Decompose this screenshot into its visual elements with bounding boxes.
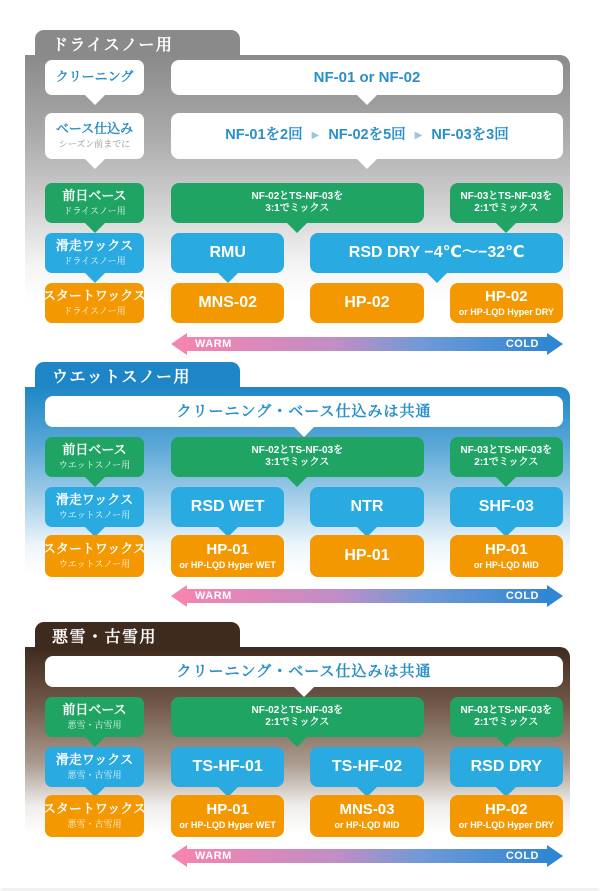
glide-sublabel: ウエットスノー用 [58, 510, 131, 521]
start-col1-box [171, 283, 284, 323]
row-daybefore-base [45, 437, 563, 477]
start-label: スタートワックス [42, 541, 147, 557]
start-col3-value: HP-02 [485, 288, 528, 306]
start-col3-box [450, 795, 563, 837]
start-col1-subvalue: or HP-LQD Hyper WET [179, 820, 276, 831]
warm-cold-gradient-bar [183, 589, 551, 603]
mix-main-line1: NF-02とTS-NF-03を [251, 445, 344, 456]
pointer-tail-icon [293, 426, 315, 437]
warm-label: WARM [195, 850, 232, 862]
glide-col3-value: SHF-03 [478, 498, 534, 516]
warm-label: WARM [195, 338, 232, 350]
pointer-tail-icon [495, 476, 517, 487]
glide-sublabel: 悪雪・古雪用 [67, 770, 122, 781]
start-col3-subvalue: or HP-LQD MID [473, 560, 539, 571]
temperature-axis [171, 333, 563, 355]
glide-col2-box [310, 487, 423, 527]
section-dry-title: ドライスノー用 [52, 36, 174, 54]
mix-right-line1: NF-03とTS-NF-03を [460, 705, 553, 716]
row-daybefore-base [45, 697, 563, 737]
mix-right-line1: NF-03とTS-NF-03を [460, 191, 553, 202]
row-start-wax [42, 795, 563, 837]
mix-main-box [171, 183, 424, 223]
glide-label-box [45, 233, 144, 273]
daybefore-label: 前日ベース [62, 702, 127, 718]
section-wet-body [25, 387, 570, 621]
pointer-tail-icon [495, 222, 517, 233]
start-col3-subvalue: or HP-LQD Hyper DRY [458, 307, 554, 318]
cold-arrowhead-icon [547, 333, 563, 355]
section-bad-tab [35, 622, 240, 648]
start-label: スタートワックス [42, 288, 147, 304]
mix-right-line2: 2:1でミックス [474, 457, 539, 468]
start-col1-box [171, 535, 284, 577]
base-prep-label-box [45, 113, 144, 159]
glide-sublabel: ドライスノー用 [63, 256, 126, 267]
start-col2-box [310, 795, 423, 837]
pointer-tail-icon [217, 272, 239, 283]
start-col1-box [171, 795, 284, 837]
start-label: スタートワックス [42, 801, 147, 817]
start-sublabel: ドライスノー用 [63, 306, 126, 317]
warm-cold-gradient-bar [183, 337, 551, 351]
daybefore-label-box [45, 183, 144, 223]
start-label-box [42, 795, 147, 837]
mix-main-line2: 3:1でミックス [265, 203, 330, 214]
pointer-tail-icon [286, 736, 308, 747]
glide-col1-box [171, 233, 284, 273]
daybefore-label: 前日ベース [62, 188, 127, 204]
cleaning-value: NF-01 or NF-02 [313, 68, 421, 86]
row-common-note [45, 656, 563, 687]
start-sublabel: ウエットスノー用 [58, 559, 131, 570]
warm-cold-gradient-bar [183, 849, 551, 863]
pointer-tail-icon [286, 476, 308, 487]
start-col3-subvalue: or HP-LQD Hyper DRY [458, 820, 554, 831]
start-col2-value: HP-02 [344, 294, 390, 312]
glide-col3-value: RSD DRY [470, 758, 543, 776]
warm-label: WARM [195, 590, 232, 602]
mix-main-box [171, 437, 424, 477]
daybefore-label-box [45, 437, 144, 477]
row-start-wax [42, 535, 563, 577]
start-col1-value: MNS-02 [198, 294, 257, 312]
start-col3-value: HP-02 [485, 801, 528, 819]
base-step-3: NF-03を3回 [431, 127, 509, 144]
start-sublabel: 悪雪・古雪用 [67, 819, 122, 830]
start-col1-value: HP-01 [206, 801, 249, 819]
start-col1-value: HP-01 [206, 541, 249, 559]
glide-col2-value: TS-HF-02 [331, 758, 403, 776]
glide-col23-value: RSD DRY −4℃〜−32℃ [348, 244, 525, 262]
start-col2-value: HP-01 [344, 547, 390, 565]
row-base-prep [45, 113, 563, 159]
daybefore-sublabel: ドライスノー用 [63, 206, 126, 217]
section-wet-title: ウエットスノー用 [52, 368, 192, 386]
temperature-axis [171, 585, 563, 607]
section-bad-title: 悪雪・古雪用 [52, 628, 158, 646]
mix-right-box [450, 437, 563, 477]
glide-col2-box [310, 747, 423, 787]
base-step-2: NF-02を5回 [328, 127, 406, 144]
cold-arrowhead-icon [547, 585, 563, 607]
glide-col1-value: TS-HF-01 [192, 758, 263, 776]
mix-right-box [450, 183, 563, 223]
base-prep-sublabel: シーズン前までに [58, 139, 131, 150]
start-col3-box [450, 535, 563, 577]
glide-label: 滑走ワックス [55, 238, 134, 254]
start-col3-value: HP-01 [485, 541, 528, 559]
base-prep-steps-box [171, 113, 563, 159]
cleaning-label-box [45, 60, 144, 95]
pointer-tail-icon [84, 476, 106, 487]
pointer-tail-icon [293, 686, 315, 697]
cold-label: COLD [505, 590, 539, 602]
daybefore-label-box [45, 697, 144, 737]
section-bad-body [25, 647, 570, 881]
mix-main-box [171, 697, 424, 737]
row-common-note [45, 396, 563, 427]
pointer-tail-icon [84, 272, 106, 283]
glide-col1-value: RSD WET [190, 498, 265, 516]
cold-label: COLD [505, 850, 539, 862]
pointer-tail-icon [84, 222, 106, 233]
start-col1-subvalue: or HP-LQD Hyper WET [179, 560, 276, 571]
glide-col1-box [171, 487, 284, 527]
cold-arrowhead-icon [547, 845, 563, 867]
mix-main-line1: NF-02とTS-NF-03を [251, 705, 344, 716]
common-note-box [45, 656, 563, 687]
glide-col3-box [450, 487, 563, 527]
daybefore-label: 前日ベース [62, 442, 127, 458]
start-col2-box [310, 283, 423, 323]
glide-col2-value: NTR [350, 498, 384, 516]
mix-main-line1: NF-02とTS-NF-03を [251, 191, 344, 202]
row-glide-wax [45, 233, 563, 273]
pointer-tail-icon [356, 158, 378, 169]
glide-label: 滑走ワックス [55, 492, 134, 508]
pointer-tail-icon [84, 94, 106, 105]
step-arrow-icon: ▶ [311, 129, 320, 141]
start-col3-box [450, 283, 563, 323]
cold-label: COLD [505, 338, 539, 350]
start-label-box [42, 535, 147, 577]
mix-right-line1: NF-03とTS-NF-03を [460, 445, 553, 456]
start-col2-subvalue: or HP-LQD MID [334, 820, 400, 831]
mix-main-line2: 3:1でミックス [265, 457, 330, 468]
common-note-text: クリーニング・ベース仕込みは共通 [176, 402, 432, 420]
glide-col1-value: RMU [209, 244, 246, 262]
glide-col23-box [310, 233, 563, 273]
cleaning-value-box [171, 60, 563, 95]
section-wet-tab [35, 362, 240, 388]
glide-col3-box [450, 747, 563, 787]
temperature-axis [171, 845, 563, 867]
step-arrow-icon: ▶ [414, 129, 423, 141]
row-daybefore-base [45, 183, 563, 223]
start-col2-value: MNS-03 [339, 801, 395, 819]
row-glide-wax [45, 487, 563, 527]
mix-main-line2: 2:1でミックス [265, 717, 330, 728]
cleaning-label: クリーニング [55, 69, 134, 85]
section-dry-tab [35, 30, 240, 56]
pointer-tail-icon [84, 158, 106, 169]
glide-label: 滑走ワックス [55, 752, 134, 768]
common-note-text: クリーニング・ベース仕込みは共通 [176, 662, 432, 680]
start-label-box [42, 283, 147, 323]
row-start-wax [42, 283, 563, 323]
pointer-tail-icon [286, 222, 308, 233]
daybefore-sublabel: 悪雪・古雪用 [67, 720, 122, 731]
section-dry-body [25, 55, 570, 363]
common-note-box [45, 396, 563, 427]
glide-col1-box [171, 747, 284, 787]
row-cleaning [45, 60, 563, 95]
base-prep-label: ベース仕込み [55, 121, 134, 137]
glide-label-box [45, 487, 144, 527]
pointer-tail-icon [84, 736, 106, 747]
pointer-tail-icon [356, 94, 378, 105]
daybefore-sublabel: ウエットスノー用 [58, 460, 131, 471]
base-step-1: NF-01を2回 [225, 127, 303, 144]
mix-right-box [450, 697, 563, 737]
glide-label-box [45, 747, 144, 787]
mix-right-line2: 2:1でミックス [474, 717, 539, 728]
pointer-tail-icon [495, 736, 517, 747]
mix-right-line2: 2:1でミックス [474, 203, 539, 214]
pointer-tail-icon [426, 272, 448, 283]
start-col2-box [310, 535, 423, 577]
row-glide-wax [45, 747, 563, 787]
